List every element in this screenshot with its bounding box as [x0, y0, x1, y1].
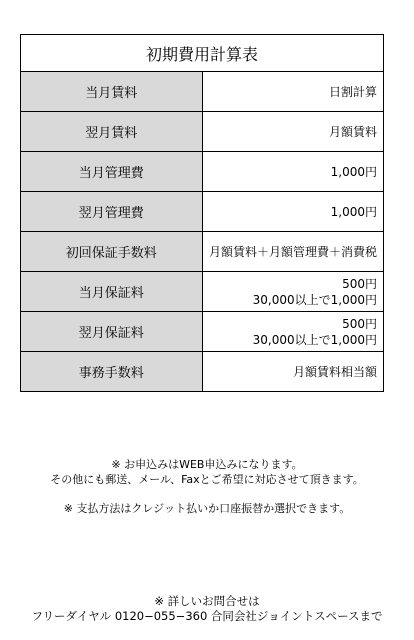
initial-cost-table [20, 34, 384, 392]
row-value-line: 日割計算 [328, 84, 377, 99]
row-value [202, 72, 384, 112]
table-row [21, 352, 384, 392]
row-value-line: 500円 [342, 316, 377, 331]
table-title-row [21, 35, 384, 72]
payment-note-line: ※ 支払方法はクレジット払いか口座振替か選択できます。 [63, 502, 351, 515]
row-value [202, 312, 384, 352]
application-note-line: ※ お申込みはWEB申込みになります。 [111, 458, 303, 471]
row-value-line: 月額賃料＋月額管理費＋消費税 [208, 244, 377, 259]
application-note-line: その他にも郵送、メール、Faxとご希望に対応させて頂きます。 [50, 473, 364, 486]
row-label: 翌月賃料 [21, 112, 203, 152]
row-value [202, 232, 384, 272]
contact-note [0, 594, 414, 624]
row-label: 当月賃料 [21, 72, 203, 112]
row-value-line: 30,000以上で1,000円 [252, 332, 377, 347]
payment-note [0, 501, 414, 516]
contact-phone-line: フリーダイヤル 0120−055−360 合同会社ジョイントスペースまで [31, 609, 383, 623]
row-value [202, 272, 384, 312]
row-value-line: 月額賃料相当額 [292, 364, 377, 379]
table-row [21, 152, 384, 192]
table-row [21, 192, 384, 232]
table-row [21, 112, 384, 152]
row-value [202, 152, 384, 192]
row-value [202, 112, 384, 152]
row-label: 事務手数料 [21, 352, 203, 392]
table-title: 初期費用計算表 [21, 35, 384, 72]
row-label: 当月管理費 [21, 152, 203, 192]
contact-note-line: ※ 詳しいお問合せは [154, 594, 260, 608]
row-value-line: 30,000以上で1,000円 [252, 292, 377, 307]
row-value-line: 月額賃料 [328, 124, 377, 139]
application-note [0, 457, 414, 487]
table-row [21, 72, 384, 112]
table-row [21, 232, 384, 272]
row-label: 翌月保証料 [21, 312, 203, 352]
row-label: 初回保証手数料 [21, 232, 203, 272]
row-label: 翌月管理費 [21, 192, 203, 232]
row-value [202, 192, 384, 232]
row-label: 当月保証料 [21, 272, 203, 312]
row-value-line: 500円 [342, 276, 377, 291]
table-row [21, 312, 384, 352]
row-value-line: 1,000円 [330, 164, 377, 179]
row-value-line: 1,000円 [330, 204, 377, 219]
row-value [202, 352, 384, 392]
table-row [21, 272, 384, 312]
